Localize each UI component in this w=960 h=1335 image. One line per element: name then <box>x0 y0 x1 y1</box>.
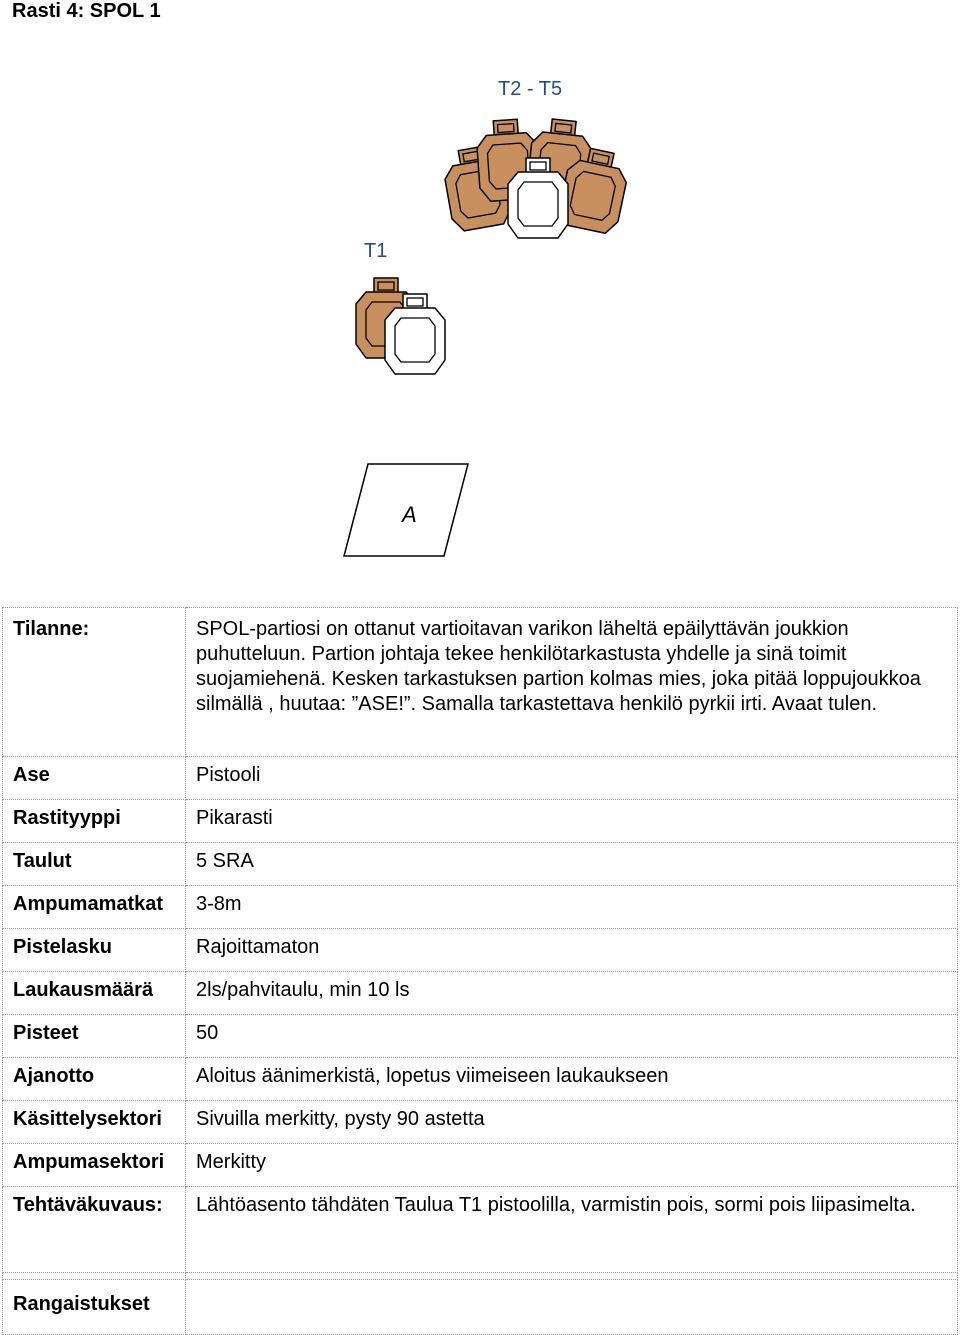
key-taulut: Taulut <box>3 843 186 886</box>
value-ampumamatkat: 3-8m <box>186 886 958 929</box>
row-ase <box>3 757 958 800</box>
row-tilanne <box>3 608 958 757</box>
key-rangaistukset: Rangaistukset <box>3 1280 186 1335</box>
key-laukausmaara: Laukausmäärä <box>3 972 186 1015</box>
value-pisteet: 50 <box>186 1015 958 1058</box>
value-rastityyppi: Pikarasti <box>186 800 958 843</box>
target-group-label-t1: T1 <box>364 240 388 262</box>
row-pisteet <box>3 1015 958 1058</box>
key-ampumasektori: Ampumasektori <box>3 1144 186 1187</box>
key-tilanne: Tilanne: <box>3 608 186 757</box>
row-spacer <box>3 1273 958 1280</box>
key-pistelasku: Pistelasku <box>3 929 186 972</box>
row-ampumasektori <box>3 1144 958 1187</box>
value-kasittelysektori: Sivuilla merkitty, pysty 90 astetta <box>186 1101 958 1144</box>
row-laukausmaara <box>3 972 958 1015</box>
value-ampumasektori: Merkitty <box>186 1144 958 1187</box>
key-tehtavakuvaus: Tehtäväkuvaus: <box>3 1187 186 1273</box>
row-rangaistukset <box>3 1280 958 1335</box>
key-ampumamatkat: Ampumamatkat <box>3 886 186 929</box>
key-ajanotto: Ajanotto <box>3 1058 186 1101</box>
target-group-label-t2-t5: T2 - T5 <box>498 78 563 100</box>
row-kasittelysektori <box>3 1101 958 1144</box>
row-rastityyppi <box>3 800 958 843</box>
row-ajanotto <box>3 1058 958 1101</box>
row-tehtavakuvaus <box>3 1187 958 1273</box>
key-rastityyppi: Rastityyppi <box>3 800 186 843</box>
stage-info-table <box>2 607 958 1335</box>
value-rangaistukset <box>186 1280 958 1335</box>
page-title: Rasti 4: SPOL 1 <box>12 0 161 22</box>
value-tehtavakuvaus: Lähtöasento tähdäten Taulua T1 pistoolilla, varmistin pois, sormi pois liipasimelta. <box>186 1187 958 1273</box>
row-pistelasku <box>3 929 958 972</box>
value-laukausmaara: 2ls/pahvitaulu, min 10 ls <box>186 972 958 1015</box>
row-taulut <box>3 843 958 886</box>
key-kasittelysektori: Käsittelysektori <box>3 1101 186 1144</box>
value-tilanne: SPOL-partiosi on ottanut vartioitavan varikon läheltä epäilyttävän joukkion puhutteluun. Partion johtaja tekee henkilötarkastusta yhdelle ja sinä toimit suojamiehenä. Kesken tarkastuksen partion kolmas mies, joka pitää loppujoukkoa silmällä , huutaa: ”ASE!”. Samalla tarkastettava henkilö pyrkii irti. Avaat tulen. <box>186 608 958 757</box>
key-ase: Ase <box>3 757 186 800</box>
stage-diagram <box>0 0 960 600</box>
key-pisteet: Pisteet <box>3 1015 186 1058</box>
value-ajanotto: Aloitus äänimerkistä, lopetus viimeiseen laukaukseen <box>186 1058 958 1101</box>
row-ampumamatkat <box>3 886 958 929</box>
value-taulut: 5 SRA <box>186 843 958 886</box>
shooting-area-label: A <box>402 502 417 527</box>
value-ase: Pistooli <box>186 757 958 800</box>
value-pistelasku: Rajoittamaton <box>186 929 958 972</box>
